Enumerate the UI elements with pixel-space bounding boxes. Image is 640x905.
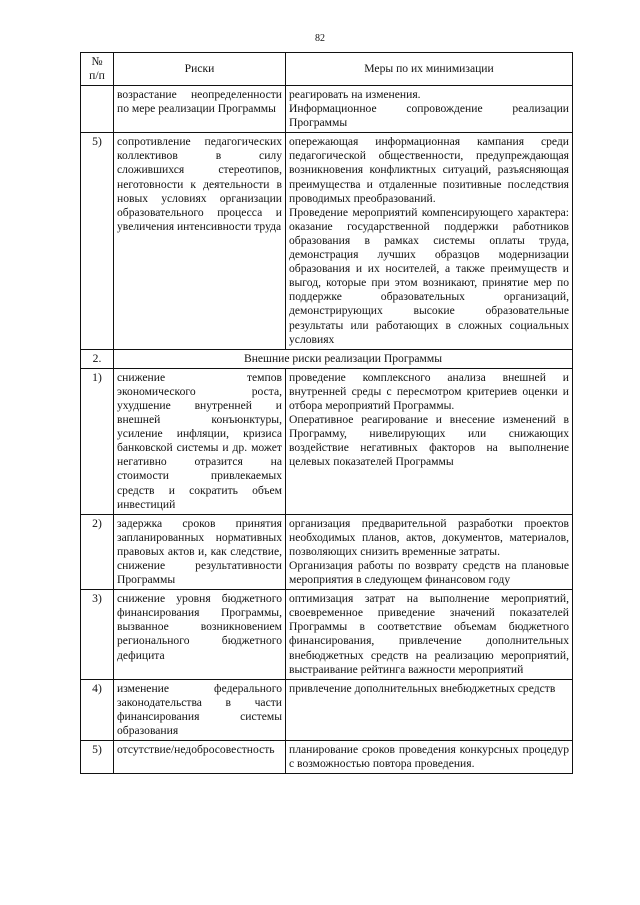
risk-text: отсутствие/недобросовестность — [114, 741, 286, 774]
table-row — [81, 133, 573, 349]
measure-paragraph: оптимизация затрат на выполнение мероприятий, своевременное приведение значений показателей Программы в соответствие объемам бюджетного финансирования, привлечение дополнительных внебюджетных средств на реализацию мероприятий, выстраивание рейтинга важности мероприятий — [289, 592, 569, 676]
measures-cell — [286, 590, 573, 680]
row-number: 4) — [81, 679, 114, 740]
header-risks: Риски — [114, 53, 286, 86]
table-row — [81, 679, 573, 740]
risk-text: сопротивление педагогических коллективов в силу сложившихся стереотипов, неготовности к деятельности в новых условиях организации образовательного процесса и увеличения интенсивности труда — [114, 133, 286, 349]
measure-paragraph: Оперативное реагирование и внесение изменений в Программу, нивелирующих или снижающих воздействие негативных факторов на выполнение целевых показателей Программы — [289, 413, 569, 469]
measures-cell — [286, 86, 573, 133]
measures-cell — [286, 514, 573, 589]
header-measures: Меры по их минимизации — [286, 53, 573, 86]
row-number — [81, 86, 114, 133]
measure-paragraph: привлечение дополнительных внебюджетных средств — [289, 681, 556, 695]
measure-paragraph: опережающая информационная кампания среди педагогической общественности, предупреждающая возникновения конфликтных ситуаций, разъясняющая преимущества и отдаленные позитивные последствия проводимых преобразований. — [289, 135, 569, 205]
table-row — [81, 514, 573, 589]
table-header-row — [81, 53, 573, 86]
row-number: 2) — [81, 514, 114, 589]
measure-paragraph: Проведение мероприятий компенсирующего характера: оказание государственной поддержки работников образования в рамках системы оплаты труда, демонстрация лучших образцов модернизации образования и их носителей, а также преимуществ и выгод, которые при этом возникают, принятие мер по поддержке образовательных организаций, демонстрирующих высокие образовательные результаты или работающих в сложных социальных условиях — [289, 205, 569, 346]
table-row — [81, 86, 573, 133]
row-number: 5) — [81, 133, 114, 349]
section-num: 2. — [81, 349, 114, 368]
table-row — [81, 741, 573, 774]
section-row — [81, 349, 573, 368]
measure-paragraph: Организация работы по возврату средств на плановые мероприятия в следующем финансовом году — [289, 559, 569, 587]
risks-table — [80, 52, 573, 774]
row-number: 5) — [81, 741, 114, 774]
risk-text: возрастание неопределенности по мере реализации Программы — [114, 86, 286, 133]
measure-paragraph: планирование сроков проведения конкурсных процедур с возможностью повтора проведения. — [289, 743, 569, 771]
measure-paragraph: проведение комплексного анализа внешней и внутренней среды с пересмотром критериев оценки и отбора мероприятий Программы. — [289, 370, 569, 412]
measures-cell — [286, 133, 573, 349]
measure-paragraph: организация предварительной разработки проектов необходимых планов, актов, документов, материалов, позволяющих снизить временные затраты. — [289, 516, 569, 558]
risk-text: задержка сроков принятия запланированных нормативных правовых актов и, как следствие, снижение результативности Программы — [114, 514, 286, 589]
row-number: 3) — [81, 590, 114, 680]
page-number: 82 — [315, 33, 325, 44]
header-num: № п/п — [81, 53, 114, 86]
table-row — [81, 590, 573, 680]
table-row — [81, 368, 573, 514]
risk-text: снижение темпов экономического роста, ухудшение внутренней и внешней конъюнктуры, усиление инфляции, кризиса банковской системы и др. может негативно отразится на стоимости привлекаемых средств и сократить объем инвестиций — [114, 368, 286, 514]
measure-paragraph: Информационное сопровождение реализации Программы — [289, 102, 569, 130]
measures-cell — [286, 679, 573, 740]
row-number: 1) — [81, 368, 114, 514]
section-title: Внешние риски реализации Программы — [114, 349, 573, 368]
measures-cell — [286, 368, 573, 514]
risk-text: снижение уровня бюджетного финансирования Программы, вызванное возникновением регионального бюджетного дефицита — [114, 590, 286, 680]
risk-text: изменение федерального законодательства в части финансирования системы образования — [114, 679, 286, 740]
measures-cell — [286, 741, 573, 774]
measure-paragraph: реагировать на изменения. — [289, 88, 421, 101]
